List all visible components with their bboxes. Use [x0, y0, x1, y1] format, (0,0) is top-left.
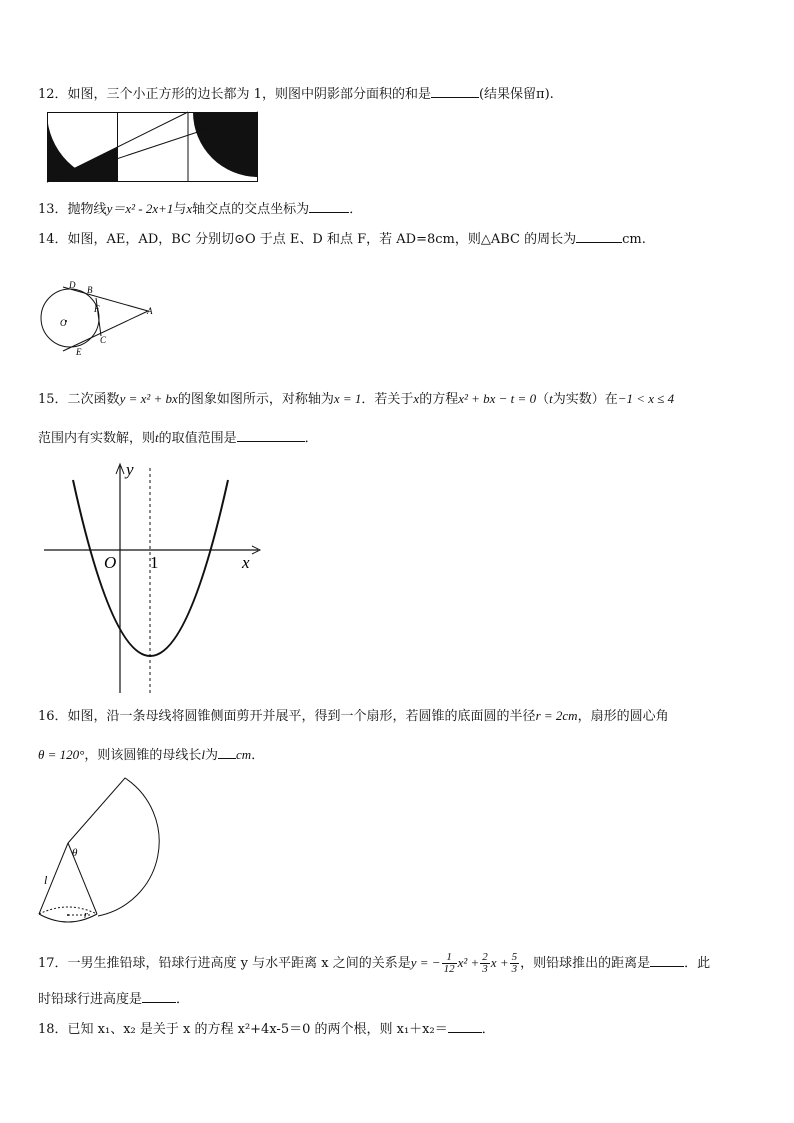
variable: l — [201, 747, 205, 762]
numerator: 1 — [442, 952, 457, 964]
answer-blank[interactable] — [142, 988, 176, 1003]
variable: x — [186, 201, 193, 216]
punctuation: ． — [304, 431, 318, 446]
question-text: cm. — [622, 232, 646, 247]
question-text: ．若关于 — [361, 392, 414, 407]
question-text: 二次函数 — [67, 392, 120, 407]
fraction-1-12 — [442, 952, 457, 975]
question-number: 14． — [38, 232, 68, 247]
answer-blank[interactable] — [218, 744, 236, 759]
question-number: 18． — [38, 1022, 68, 1037]
equation: x² + bx − t = 0 — [458, 391, 537, 406]
question-text: ，扇形的圆心角 — [577, 709, 669, 724]
question-text: 的方程 — [419, 392, 459, 407]
answer-blank[interactable] — [237, 427, 305, 442]
question-text: ，则铅球推出的距离是 — [520, 956, 651, 971]
question-number: 15． — [38, 392, 68, 407]
question-text: 与 — [173, 202, 187, 217]
denominator: 12 — [443, 963, 455, 975]
question-16-line-2 — [38, 744, 264, 765]
fraction-5-3 — [510, 952, 520, 975]
question-16-line-1 — [38, 707, 669, 726]
label-O: O — [60, 318, 67, 328]
tangent-circle-figure — [38, 278, 158, 358]
question-text: 为 — [205, 748, 219, 763]
question-number: 13． — [38, 202, 68, 217]
equation-part: x² + — [457, 955, 480, 970]
question-12 — [38, 83, 554, 104]
answer-blank[interactable] — [448, 1018, 482, 1033]
punctuation: ． — [251, 748, 265, 763]
answer-blank[interactable] — [431, 83, 479, 98]
question-text: 范围内有实数解，则 — [38, 431, 156, 446]
y-axis-label: y — [126, 460, 134, 479]
numerator: 5 — [511, 951, 518, 963]
answer-blank[interactable] — [576, 228, 622, 243]
tick-label-1: 1 — [150, 553, 159, 572]
question-text: 已知 x₁、x₂ 是关于 x 的方程 x²+4x-5＝0 的两个根，则 x₁＋x₂＝ — [67, 1022, 448, 1037]
question-text: ．此 — [684, 956, 711, 971]
question-text: 一男生推铅球，铅球行进高度 y 与水平距离 x 之间的关系是 — [67, 956, 411, 971]
label-C: C — [100, 335, 107, 345]
question-number: 17． — [38, 956, 68, 971]
label-r: r — [84, 910, 88, 921]
question-text: 为实数）在 — [552, 392, 618, 407]
origin-label: O — [104, 553, 117, 572]
label-l: l — [44, 873, 48, 887]
answer-blank[interactable] — [309, 198, 349, 213]
label-A: A — [147, 306, 153, 316]
question-text: (结果保留π). — [478, 87, 554, 102]
question-18 — [38, 1018, 495, 1039]
range-expression: −1 < x ≤ 4 — [617, 391, 675, 406]
punctuation: （ — [536, 392, 550, 407]
question-text: 如图，沿一条母线将圆锥侧面剪开并展平，得到一个扇形，若圆锥的底面圆的半径 — [67, 709, 536, 724]
function-expression: y = x² + bx — [119, 391, 178, 406]
label-E: E — [76, 347, 82, 357]
label-theta: θ — [72, 847, 78, 859]
question-17-line-1 — [38, 952, 710, 975]
question-text: 时铅球行进高度是 — [38, 992, 143, 1007]
question-15-line-1 — [38, 390, 674, 409]
fraction-2-3 — [480, 952, 490, 975]
radius-expression: r = 2cm — [535, 708, 578, 723]
denominator: 3 — [511, 963, 518, 975]
question-14 — [38, 228, 646, 249]
question-text: ，则该圆锥的母线长 — [84, 748, 202, 763]
question-text: 轴交点的交点坐标为 — [192, 202, 310, 217]
denominator: 3 — [482, 963, 488, 975]
equation: y＝x² - 2x+1 — [106, 201, 174, 216]
punctuation: ． — [176, 992, 190, 1007]
punctuation: ． — [481, 1022, 495, 1037]
question-17-line-2 — [38, 988, 189, 1009]
question-text: 抛物线 — [67, 202, 107, 217]
variable: x — [413, 391, 420, 406]
question-15-line-2 — [38, 427, 318, 448]
equation-part: x + — [490, 955, 509, 970]
question-number: 12． — [38, 87, 68, 102]
cone-sector-figure — [36, 778, 166, 928]
punctuation: ． — [349, 202, 363, 217]
question-text: 如图，三个小正方形的边长都为 1，则图中阴影部分面积的和是 — [67, 87, 431, 102]
x-axis-label: x — [242, 553, 250, 572]
question-text: 的取值范围是 — [158, 431, 237, 446]
label-D: D — [69, 280, 76, 290]
squares-figure — [47, 112, 259, 182]
axis-expression: x = 1 — [333, 391, 362, 406]
label-B: B — [87, 285, 93, 295]
variable: t — [549, 391, 553, 406]
question-text: 如图，AE，AD，BC 分别切⊙O 于点 E、D 和点 F，若 AD=8cm，则△ABC 的周长为 — [67, 232, 577, 247]
answer-blank[interactable] — [650, 952, 684, 967]
parabola-graph — [40, 458, 270, 698]
label-F: F — [94, 304, 100, 314]
question-text: 的图象如图所示，对称轴为 — [177, 392, 334, 407]
question-13 — [38, 198, 362, 219]
unit: cm — [236, 747, 252, 762]
equation-part: y = − — [410, 955, 441, 970]
angle-expression: θ = 120° — [38, 747, 85, 762]
numerator: 2 — [482, 951, 488, 963]
variable: t — [155, 430, 159, 445]
question-number: 16． — [38, 709, 68, 724]
